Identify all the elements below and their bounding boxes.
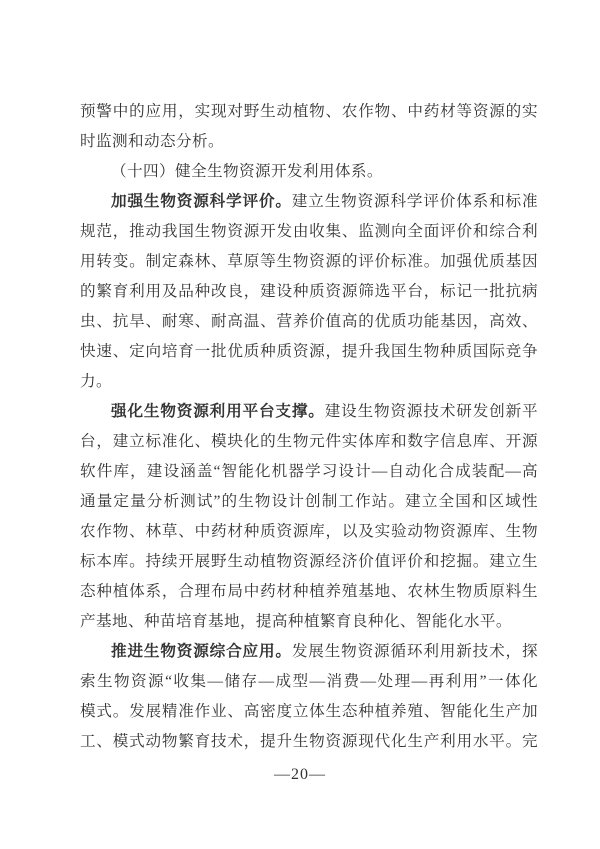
section-heading [80,157,538,187]
line-text: 态种植体系，合理布局中药材种植养殖基地、农林生物质原料生 [80,583,538,600]
paragraph-lead: 推进生物资源综合应用。 [111,643,292,660]
text-line [80,727,538,757]
line-text: 时监测和动态分析。 [80,133,224,150]
paragraph-lead: 加强生物资源科学评价。 [111,193,292,210]
line-text: 用转变。制定森林、草原等生物资源的评价标准。加强优质基因 [80,253,538,270]
line-text: 建立生物资源科学评价体系和标准 [291,193,538,210]
text-line [80,697,538,727]
text-line [80,367,538,397]
document-text-block [80,97,538,757]
paragraph-lead: 强化生物资源利用平台支撑。 [111,403,325,420]
line-text: 模式。发展精准作业、高密度立体生态种植养殖、智能化生产加 [80,703,538,720]
page-number: —20— [274,766,326,783]
line-text: 发展生物资源循环利用新技术，探 [291,643,538,660]
line-text: 快速、定向培育一批优质种质资源，提升我国生物种质国际竞争 [80,343,538,360]
line-text: 的繁育利用及品种改良，建设种质资源筛选平台，标记一批抗病 [80,283,538,300]
text-line [80,187,538,217]
text-line [80,487,538,517]
line-text: 软件库，建设涵盖“智能化机器学习设计—自动化合成装配—高 [80,463,538,480]
line-text: 工、模式动物繁育技术，提升生物资源现代化生产利用水平。完 [80,733,538,750]
text-line [80,427,538,457]
text-line [80,517,538,547]
text-line [80,277,538,307]
text-line [80,577,538,607]
text-line [80,307,538,337]
line-text: 农作物、林草、中药材种质资源库，以及实验动物资源库、生物 [80,523,538,540]
line-text: 预警中的应用，实现对野生动植物、农作物、中药材等资源的实 [80,103,538,120]
line-text: 通量定量分析测试”的生物设计创制工作站。建立全国和区域性 [80,493,538,510]
text-line [80,457,538,487]
line-text: 虫、抗旱、耐寒、耐高温、营养价值高的优质功能基因，高效、 [80,313,538,330]
line-text: 建设生物资源技术研发创新平 [324,403,539,420]
line-text: （十四）健全生物资源开发利用体系。 [111,163,383,180]
text-line [80,337,538,367]
line-text: 力。 [80,373,112,390]
line-text: 规范，推动我国生物资源开发由收集、监测向全面评价和综合利 [80,223,538,240]
text-line [80,217,538,247]
text-line [80,667,538,697]
text-line [80,397,538,427]
line-text: 索生物资源“收集—储存—成型—消费—处理—再利用”一体化 [80,673,538,690]
line-text: 标本库。持续开展野生动植物资源经济价值评价和挖掘。建立生 [80,553,538,570]
text-line [80,97,538,127]
text-line [80,547,538,577]
text-line [80,607,538,637]
text-line [80,127,538,157]
line-text: 台，建立标准化、模块化的生物元件实体库和数字信息库、开源 [80,433,538,450]
text-line [80,637,538,667]
text-line [80,247,538,277]
line-text: 产基地、种苗培育基地，提高种植繁育良种化、智能化水平。 [80,613,512,630]
